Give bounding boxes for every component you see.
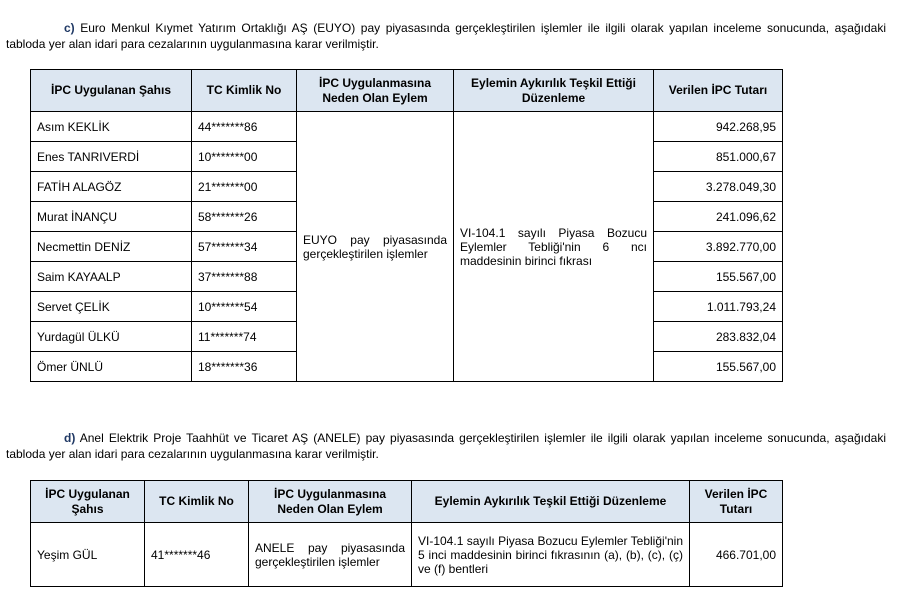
table-d bbox=[30, 480, 783, 587]
section-d-text: Anel Elektrik Proje Taahhüt ve Ticaret AŞ (ANELE) pay piyasasında gerçekleştirilen işlemler ile ilgili olarak yapılan inceleme sonucunda, aşağıdaki tabloda yer alan idari para cezalarının uygulanmasına karar verilmiştir. bbox=[6, 431, 886, 461]
section-c-letter: c) bbox=[64, 21, 75, 35]
person-name: FATİH ALAGÖZ bbox=[31, 172, 192, 202]
person-name: Yurdagül ÜLKÜ bbox=[31, 322, 192, 352]
amount: 241.096,62 bbox=[654, 202, 783, 232]
tc-number: 10*******54 bbox=[192, 292, 297, 322]
person-name: Servet ÇELİK bbox=[31, 292, 192, 322]
action-cell: EUYO pay piyasasında gerçekleştirilen işlemler bbox=[297, 112, 454, 382]
action-cell: ANELE pay piyasasında gerçekleştirilen işlemler bbox=[249, 523, 412, 587]
header-regulation: Eylemin Aykırılık Teşkil Ettiği Düzenleme bbox=[412, 481, 690, 523]
table-d-header-row bbox=[31, 481, 783, 523]
table-row bbox=[31, 112, 783, 142]
header-amount: Verilen İPC Tutarı bbox=[654, 70, 783, 112]
section-c-text: Euro Menkul Kıymet Yatırım Ortaklığı AŞ (EUYO) pay piyasasında gerçekleştirilen işlemler ile ilgili olarak yapılan inceleme sonucunda, aşağıdaki tabloda yer alan idari para cezalarının uygulanmasına karar verilmiştir. bbox=[6, 21, 886, 51]
header-tc: TC Kimlik No bbox=[145, 481, 249, 523]
amount: 1.011.793,24 bbox=[654, 292, 783, 322]
amount: 283.832,04 bbox=[654, 322, 783, 352]
tc-number: 21*******00 bbox=[192, 172, 297, 202]
tc-number: 37*******88 bbox=[192, 262, 297, 292]
amount: 466.701,00 bbox=[690, 523, 783, 587]
amount: 155.567,00 bbox=[654, 352, 783, 382]
amount: 3.892.770,00 bbox=[654, 232, 783, 262]
amount: 155.567,00 bbox=[654, 262, 783, 292]
header-tc: TC Kimlik No bbox=[192, 70, 297, 112]
tc-number: 57*******34 bbox=[192, 232, 297, 262]
table-c bbox=[30, 69, 783, 382]
person-name: Murat İNANÇU bbox=[31, 202, 192, 232]
regulation-cell: VI-104.1 sayılı Piyasa Bozucu Eylemler Tebliği'nin 5 inci maddesinin birinci fıkrasının (a), (b), (c), (ç) ve (f) bentleri bbox=[412, 523, 690, 587]
tc-number: 44*******86 bbox=[192, 112, 297, 142]
regulation-cell: VI-104.1 sayılı Piyasa Bozucu Eylemler Tebliği'nin 6 ncı maddesinin birinci fıkrası bbox=[454, 112, 654, 382]
person-name: Necmettin DENİZ bbox=[31, 232, 192, 262]
header-person: İPC Uygulanan Şahıs bbox=[31, 481, 145, 523]
person-name: Enes TANRIVERDİ bbox=[31, 142, 192, 172]
header-amount: Verilen İPC Tutarı bbox=[690, 481, 783, 523]
header-action: İPC Uygulanmasına Neden Olan Eylem bbox=[249, 481, 412, 523]
header-regulation: Eylemin Aykırılık Teşkil Ettiği Düzenleme bbox=[454, 70, 654, 112]
header-person: İPC Uygulanan Şahıs bbox=[31, 70, 192, 112]
person-name: Saim KAYAALP bbox=[31, 262, 192, 292]
tc-number: 10*******00 bbox=[192, 142, 297, 172]
amount: 851.000,67 bbox=[654, 142, 783, 172]
section-d-letter: d) bbox=[64, 431, 76, 445]
tc-number: 41*******46 bbox=[145, 523, 249, 587]
person-name: Yeşim GÜL bbox=[31, 523, 145, 587]
tc-number: 11*******74 bbox=[192, 322, 297, 352]
section-d-paragraph bbox=[6, 430, 886, 462]
person-name: Asım KEKLİK bbox=[31, 112, 192, 142]
table-c-header-row bbox=[31, 70, 783, 112]
person-name: Ömer ÜNLÜ bbox=[31, 352, 192, 382]
tc-number: 18*******36 bbox=[192, 352, 297, 382]
table-row bbox=[31, 523, 783, 587]
header-action: İPC Uygulanmasına Neden Olan Eylem bbox=[297, 70, 454, 112]
tc-number: 58*******26 bbox=[192, 202, 297, 232]
amount: 3.278.049,30 bbox=[654, 172, 783, 202]
section-c-paragraph bbox=[6, 20, 886, 52]
amount: 942.268,95 bbox=[654, 112, 783, 142]
